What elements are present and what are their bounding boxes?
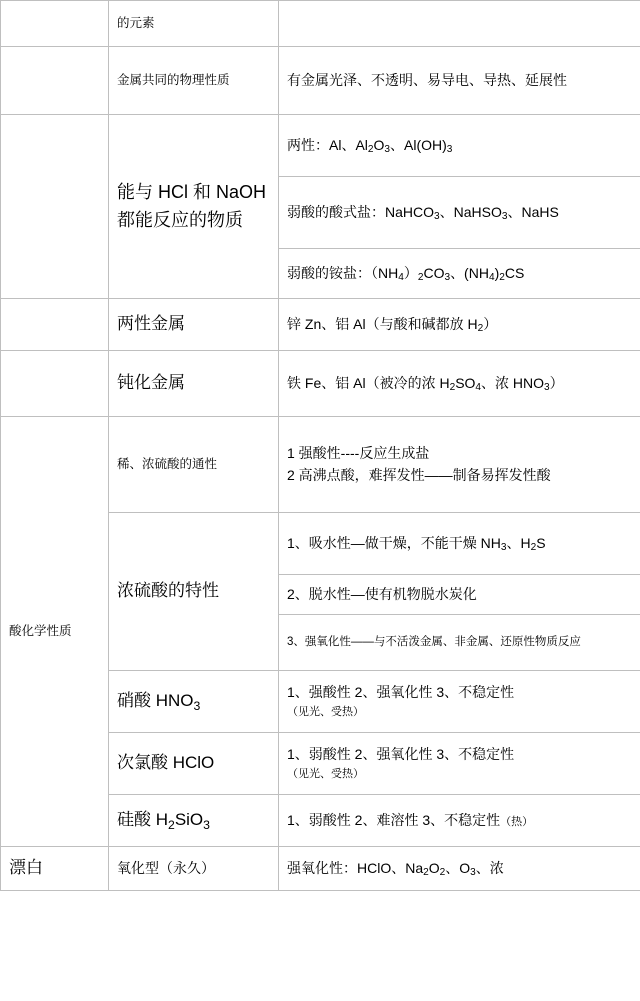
row-content-cell: 1、吸水性—做干燥，不能干燥 $NH_3$、$H_2S$ (279, 513, 640, 575)
row-content-cell: 锌 Zn、铝 Al（与酸和碱都放 $H_2$） (279, 299, 640, 351)
row-category-cell (1, 299, 109, 351)
row-subcategory-cell: 钝化金属 (109, 351, 279, 417)
table-row (1, 417, 640, 513)
row-subcategory-cell: 浓硫酸的特性 (109, 513, 279, 671)
table-row (1, 299, 640, 351)
row-content-cell: 强氧化性：HClO、$Na_2O_2$、$O_3$、浓 (279, 847, 640, 891)
row-content-cell: 弱酸的铵盐：$(NH_4)_2CO_3$、$(NH_4)_2CS$ (279, 249, 640, 299)
row-subcategory-cell: 次氯酸 HClO (109, 733, 279, 795)
row-subcategory-cell: 能与 HCl 和 NaOH 都能反应的物质 (109, 115, 279, 299)
row-subcategory-cell: 的元素 (109, 1, 279, 47)
row-content-cell: 2、脱水性—使有机物脱水炭化 (279, 575, 640, 615)
table-row (1, 351, 640, 417)
row-category-cell (1, 1, 109, 47)
row-content-cell: 1、弱酸性 2、难溶性 3、不稳定性（热） (279, 795, 640, 847)
row-content-cell: 有金属光泽、不透明、易导电、导热、延展性 (279, 47, 640, 115)
row-subcategory-cell: 两性金属 (109, 299, 279, 351)
row-content-cell: 1 强酸性----反应生成盐 2 高沸点酸，难挥发性——制备易挥发性酸 (279, 417, 640, 513)
table-row (1, 47, 640, 115)
row-content-cell: 1、强酸性 2、强氧化性 3、不稳定性 （见光、受热） (279, 671, 640, 733)
row-content-cell: 铁 Fe、铝 Al（被冷的浓 $H_2SO_4$、浓 $HNO_3$） (279, 351, 640, 417)
row-subcategory-cell: 氧化型（永久） (109, 847, 279, 891)
row-category-cell: 酸化学性质 (1, 417, 109, 847)
row-content-cell: 1、弱酸性 2、强氧化性 3、不稳定性 （见光、受热） (279, 733, 640, 795)
table-row (1, 115, 640, 177)
row-content-cell: 弱酸的酸式盐：NaHCO$_3$、NaHSO$_3$、NaHS (279, 177, 640, 249)
row-subcategory-cell: 硅酸 $H_2SiO_3$ (109, 795, 279, 847)
row-content-cell: 两性：Al、$Al_2O_3$、$Al(OH)_3$ (279, 115, 640, 177)
row-category-cell (1, 351, 109, 417)
table-row (1, 1, 640, 47)
row-subcategory-cell: 稀、浓硫酸的通性 (109, 417, 279, 513)
row-category-cell (1, 115, 109, 299)
row-category-cell: 漂白 (1, 847, 109, 891)
row-content-cell: 3、强氧化性——与不活泼金属、非金属、还原性物质反应 (279, 615, 640, 671)
row-category-cell (1, 47, 109, 115)
row-content-cell (279, 1, 640, 47)
table-row (1, 847, 640, 891)
row-subcategory-cell: 金属共同的物理性质 (109, 47, 279, 115)
row-subcategory-cell: 硝酸 $HNO_3$ (109, 671, 279, 733)
